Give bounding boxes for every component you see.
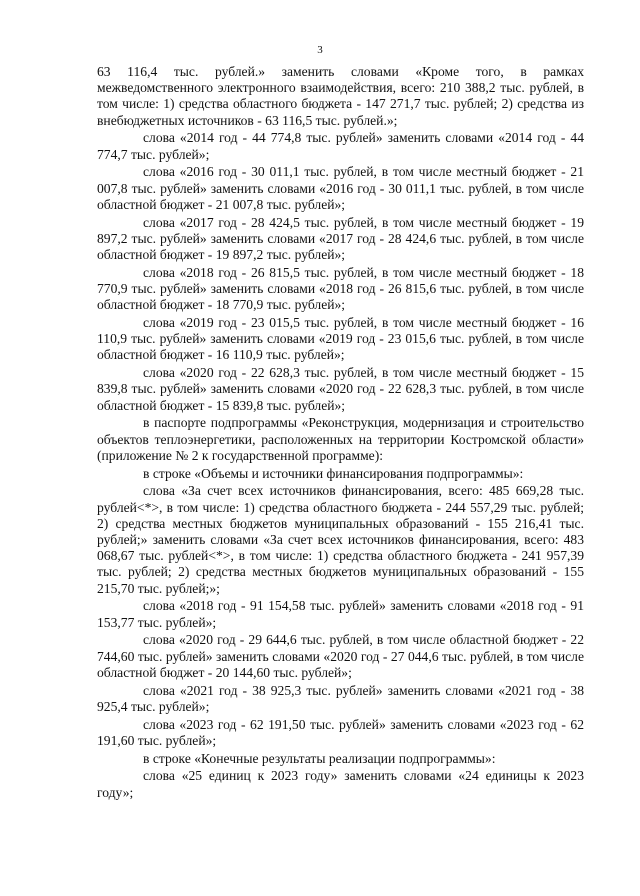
paragraph: слова «2023 год - 62 191,50 тыс. рублей» заменить словами «2023 год - 62 191,60 тыс. рублей»; [97,716,584,748]
paragraph: в строке «Объемы и источники финансирования подпрограммы»: [143,465,524,481]
page-number: 3 [317,44,323,56]
paragraph: слова «25 единиц к 2023 году» заменить словами «24 единицы к 2023 году»; [97,768,584,800]
paragraph: слова «2020 год - 29 644,6 тыс. рублей, в том числе областной бюджет - 22 744,60 тыс. рублей» заменить словами «2020 год - 27 044,6 тыс. рублей, в том числе областной бюджет - 20 144,60 тыс. рублей»; [97,632,584,680]
paragraph: слова «2018 год - 26 815,5 тыс. рублей, в том числе местный бюджет - 18 770,9 тыс. рублей» заменить словами «2018 год - 26 815,6 тыс. рублей, в том числе областной бюджет - 18 770,9 тыс. рублей»; [97,264,584,313]
paragraph: слова «2019 год - 23 015,5 тыс. рублей, в том числе местный бюджет - 16 110,9 тыс. рублей» заменить словами «2019 год - 23 015,6 тыс. рублей, в том числе областной бюджет - 16 110,9 тыс. рублей»; [97,315,584,363]
paragraph: слова «2021 год - 38 925,3 тыс. рублей» заменить словами «2021 год - 38 925,4 тыс. рублей»; [97,682,584,714]
paragraph: слова «2014 год - 44 774,8 тыс. рублей» заменить словами «2014 год - 44 774,7 тыс. рублей»; [97,130,584,162]
paragraph: слова «2020 год - 22 628,3 тыс. рублей, в том числе местный бюджет - 15 839,8 тыс. рублей» заменить словами «2020 год - 22 628,3 тыс. рублей, в том числе областной бюджет - 15 839,8 тыс. рублей»; [97,365,584,413]
paragraph: слова «За счет всех источников финансирования, всего: 485 669,28 тыс. рублей<*>, в том числе: 1) средства областного бюджета - 244 557,29 тыс. рублей; 2) средства местных бюджетов муниципальных образований - 155 216,41 тыс. рублей;» заменить словами «За счет всех источников финансирования, всего: 483 068,67 тыс. рублей<*>, в том числе: 1) средства областного бюджета - 241 957,39 тыс. рублей; 2) средства местных бюджетов муниципальных образований - 155 215,70 тыс. рублей;»; [97,483,584,596]
document-body [97,64,584,802]
paragraph: в строке «Конечные результаты реализации подпрограммы»: [143,750,496,766]
paragraph: 63 116,4 тыс. рублей.» заменить словами «Кроме того, в рамках межведомственного электронного взаимодействия, всего: 210 388,2 тыс. рублей, в том числе: 1) средства областного бюджета - 147 271,7 тыс. рублей; 2) средства из внебюджетных источников - 63 116,5 тыс. рублей.»; [97,64,584,128]
paragraph: слова «2018 год - 91 154,58 тыс. рублей» заменить словами «2018 год - 91 153,77 тыс. рублей»; [97,598,584,630]
paragraph: в паспорте подпрограммы «Реконструкция, модернизация и строительство объектов теплоэнергетики, расположенных на территории Костромской области» (приложение № 2 к государственной программе): [97,415,584,463]
paragraph: слова «2017 год - 28 424,5 тыс. рублей, в том числе местный бюджет - 19 897,2 тыс. рублей» заменить словами «2017 год - 28 424,6 тыс. рублей, в том числе областной бюджет - 19 897,2 тыс. рублей»; [97,214,584,263]
paragraph: слова «2016 год - 30 011,1 тыс. рублей, в том числе местный бюджет - 21 007,8 тыс. рублей» заменить словами «2016 год - 30 011,1 тыс. рублей, в том числе областной бюджет - 21 007,8 тыс. рублей»; [97,164,584,212]
